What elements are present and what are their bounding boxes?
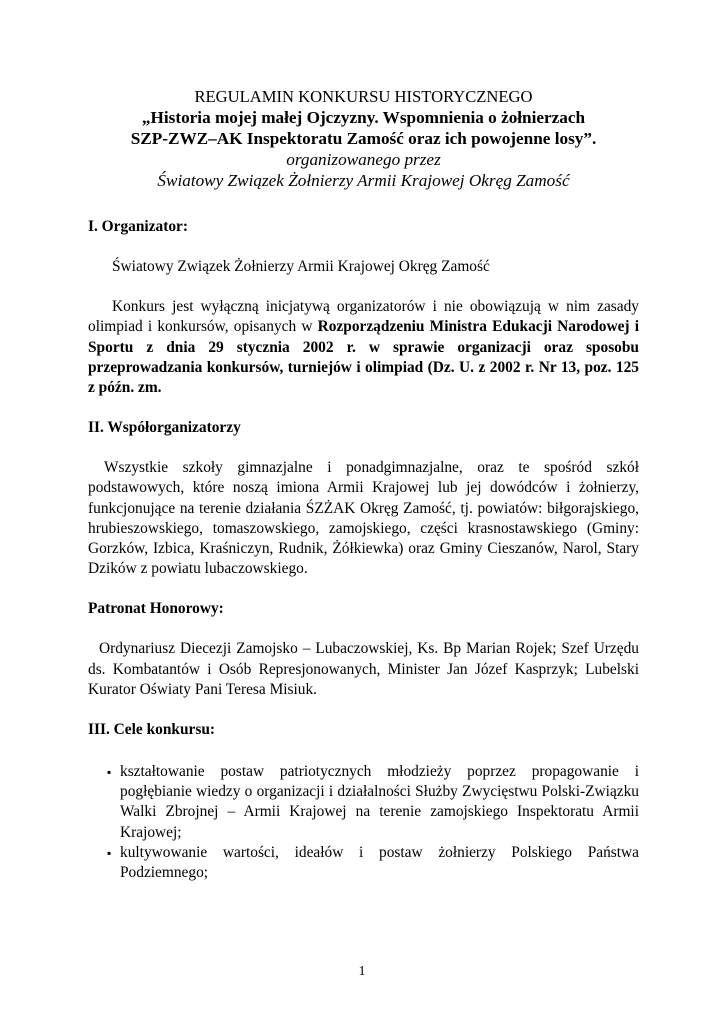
bullet-icon: ▪ (107, 765, 112, 780)
list-item (88, 762, 639, 843)
section-2-heading: II. Współorganizatorzy (88, 419, 241, 437)
document-title (88, 86, 639, 191)
section-1-heading: I. Organizator: (88, 218, 189, 235)
title-line-4: organizowanego przez (286, 150, 441, 169)
co-organizers-paragraph: Wszystkie szkoły gimnazjalne i ponadgimnazjalne, oraz te spośród szkół podstawowych, które noszą imiona Armii Krajowej lub jej dowódców i żołnierzy, funkcjonujące na terenie działania ŚZŻAK Okręg Zamość, tj. powiatów: biłgorajskiego, hrubieszowskiego, tomaszowskiego, zamojskiego, części krasnostawskiego (Gminy: Gorzków, Izbica, Kraśniczyn, Rudnik, Żółkiewka) oraz Gminy Cieszanów, Narol, Stary Dzików z powiatu lubaczowskiego. (88, 459, 639, 578)
patronage-paragraph: Ordynariusz Diecezji Zamojsko – Lubaczowskiej, Ks. Bp Marian Rojek; Szef Urzędu ds. Kombatantów i Osób Represjonowanych, Minister Jan Józef Kasprzyk; Lubelski Kurator Oświaty Pani Teresa Misiuk. (88, 640, 639, 698)
goals-list (88, 762, 639, 883)
page-number: 1 (358, 964, 366, 979)
title-line-2: „Historia mojej małej Ojczyzny. Wspomnienia o żołnierzach (141, 108, 586, 127)
title-line-5: Światowy Związek Żołnierzy Armii Krajowej Okręg Zamość (157, 171, 570, 190)
list-item-text: kultywowanie wartości, ideałów i postaw żołnierzy Polskiego Państwa Podziemnego; (120, 843, 639, 882)
patronage-heading: Patronat Honorowy: (88, 600, 224, 618)
title-line-3: SZP-ZWZ–AK Inspektoratu Zamość oraz ich powojenne losy”. (130, 129, 597, 148)
regulation-reference: Rozporządzeniu Ministra Edukacji Narodowej i Sportu z dnia 29 stycznia 2002 r. w sprawie organizacji oraz sposobu przeprowadzania konkursów, turniejów i olimpiad (Dz. U. z 2002 r. Nr 13, poz. 125 z późn. zm. (88, 318, 639, 397)
section-3-heading: III. Cele konkursu: (88, 721, 216, 739)
list-item-text: kształtowanie postaw patriotycznych młodzieży poprzez propagowanie i pogłębianie wiedzy o organizacji i działalności Służby Zwycięstwu Polski-Związku Walki Zbrojnej – Armii Krajowej na terenie zamojskiego Inspektoratu Armii Krajowej; (120, 763, 639, 841)
organizer-name: Światowy Związek Żołnierzy Armii Krajowej Okręg Zamość (112, 258, 490, 275)
document-page (88, 86, 639, 883)
organizer-paragraph-text: Konkurs jest wyłączną inicjatywą organizatorów i nie obowiązują w nim zasady olimpiad i konkursów, opisanych w (88, 298, 639, 336)
list-item (88, 843, 639, 883)
bullet-icon: ▪ (107, 845, 112, 860)
title-line-1: REGULAMIN KONKURSU HISTORYCZNEGO (194, 87, 533, 106)
organizer-paragraph (88, 297, 639, 398)
